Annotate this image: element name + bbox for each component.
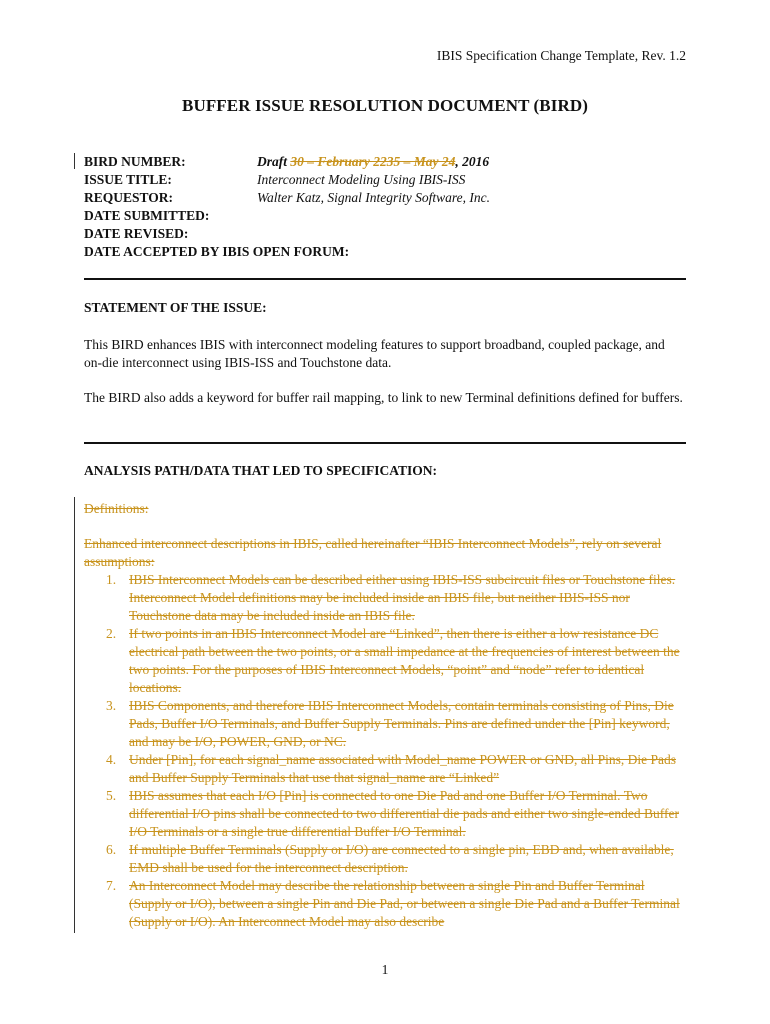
issue-title-label: ISSUE TITLE: bbox=[84, 172, 172, 187]
requestor-value: Walter Katz, Signal Integrity Software, Inc. bbox=[257, 190, 490, 205]
requestor-label: REQUESTOR: bbox=[84, 190, 174, 205]
date-revised-label: DATE REVISED: bbox=[84, 226, 189, 241]
list-item: 6. If multiple Buffer Terminals (Supply or I/O) are connected to a single pin, EBD and, when available, EMD shall be used for the interconnect description. bbox=[106, 842, 674, 875]
statement-paragraph-2: The BIRD also adds a keyword for buffer rail mapping, to link to new Terminal definitions defined for buffers. bbox=[84, 390, 683, 405]
running-header: IBIS Specification Change Template, Rev. 1.2 bbox=[436, 48, 686, 63]
document-title: BUFFER ISSUE RESOLUTION DOCUMENT (BIRD) bbox=[182, 96, 588, 115]
bird-metadata bbox=[84, 153, 694, 261]
date-accepted-label: DATE ACCEPTED BY IBIS OPEN FORUM: bbox=[84, 244, 350, 259]
change-bar bbox=[74, 497, 75, 933]
list-item: 3. IBIS Components, and therefore IBIS Interconnect Models, contain terminals consisting of Pins, Die Pads, Buffer I/O Terminals, and Buffer Supply Terminals. Pins are defined under the [Pin] keyword, and may be I/O, POWER, GND, or NC. bbox=[106, 698, 674, 749]
bird-number-suffix: , 2016 bbox=[455, 154, 490, 169]
analysis-heading: ANALYSIS PATH/DATA THAT LED TO SPECIFICATION: bbox=[84, 463, 437, 478]
statement-heading: STATEMENT OF THE ISSUE: bbox=[84, 300, 267, 315]
issue-title-row bbox=[84, 171, 694, 189]
assumptions-list bbox=[84, 571, 690, 931]
list-item: 4. Under [Pin], for each signal_name associated with Model_name POWER or GND, all Pins, Die Pads and Buffer Supply Terminals that use that signal_name are “Linked” bbox=[106, 752, 677, 785]
bird-number-value bbox=[257, 153, 489, 171]
date-submitted-row bbox=[84, 207, 694, 225]
definitions-label: Definitions: bbox=[84, 501, 149, 516]
change-bar bbox=[74, 153, 75, 169]
bird-number-label: BIRD NUMBER: bbox=[84, 154, 186, 169]
statement-paragraph-1: This BIRD enhances IBIS with interconnect modeling features to support broadband, coupled package, and on-die interconnect using IBIS-ISS and Touchstone data. bbox=[84, 337, 665, 370]
date-accepted-row bbox=[84, 243, 694, 261]
analysis-intro: Enhanced interconnect descriptions in IBIS, called hereinafter “IBIS Interconnect Models”, rely on several assumptions: bbox=[84, 536, 662, 569]
list-item: 1. IBIS Interconnect Models can be described either using IBIS-ISS subcircuit files or Touchstone files. Interconnect Model definitions may be included inside an IBIS file, but neither IBIS-ISS nor Touchstone data may be included inside an IBIS file. bbox=[106, 572, 676, 623]
page-number: 1 bbox=[381, 962, 389, 977]
issue-title-value: Interconnect Modeling Using IBIS-ISS bbox=[257, 172, 466, 187]
list-item: 7. An Interconnect Model may describe the relationship between a single Pin and Buffer Terminal (Supply or I/O), between a single Pin and Die Pad, or between a single Die Pad and a Buffer Terminal (Supply or I/O). An Interconnect Model may also describe bbox=[106, 878, 680, 929]
bird-number-deleted: 30 – February 2235 – May 24 bbox=[290, 154, 456, 169]
section-divider bbox=[84, 278, 686, 280]
date-submitted-label: DATE SUBMITTED: bbox=[84, 208, 210, 223]
bird-number-row bbox=[84, 153, 694, 171]
section-divider bbox=[84, 442, 686, 444]
list-item: 2. If two points in an IBIS Interconnect Model are “Linked”, then there is either a low resistance DC electrical path between the two points, or a small impedance at the frequencies of interest between the two points. For the purposes of IBIS Interconnect Models, “point” and “node” refer to identical locations. bbox=[106, 626, 680, 695]
requestor-row bbox=[84, 189, 694, 207]
bird-number-prefix: Draft bbox=[257, 154, 291, 169]
date-revised-row bbox=[84, 225, 694, 243]
list-item: 5. IBIS assumes that each I/O [Pin] is connected to one Die Pad and one Buffer I/O Terminal. Two differential I/O pins shall be connected to two differential die pads and either two single-ended Buffer I/O Terminals or a single true differential Buffer I/O Terminal. bbox=[106, 788, 679, 839]
